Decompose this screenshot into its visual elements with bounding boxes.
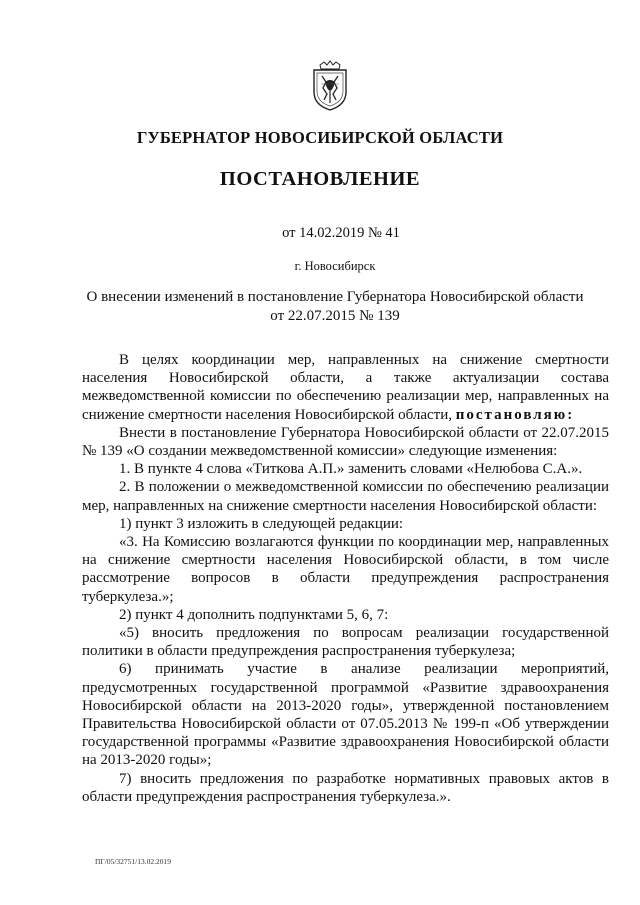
document-type: ПОСТАНОВЛЕНИЕ	[219, 168, 421, 190]
subject-line-2: от 22.07.2015 № 139	[270, 308, 400, 324]
document-footer-code: ПГ/05/32751/13.02.2019	[95, 857, 172, 866]
coat-of-arms-icon	[309, 60, 351, 112]
date-and-number: от 14.02.2019 № 41	[282, 225, 400, 241]
document-subject	[70, 288, 600, 326]
issuing-authority: ГУБЕРНАТОР НОВОСИБИРСКОЙ ОБЛАСТИ	[136, 128, 504, 147]
paragraph: 7) вносить предложения по разработке нормативных правовых актов в области предупреждения распространения туберкулеза.».	[82, 770, 609, 805]
decree-word: постановляю	[455, 406, 568, 423]
paragraph: 2) пункт 4 дополнить подпунктами 5, 6, 7:	[119, 606, 389, 623]
paragraph: «3. На Комиссию возлагаются функции по координации мер, направленных на снижение смертности населения Новосибирской области, в том числе рассмотрение вопросов в области предупреждения распространения туберкулеза.»;	[82, 534, 609, 605]
paragraph: 1. В пункте 4 слова «Титкова А.П.» заменить словами «Нелюбова С.А.».	[119, 461, 583, 478]
paragraph: 6) принимать участие в анализе реализации мероприятий, предусмотренных государственной программой «Развитие здравоохранения Новосибирской области на 2013-2020 годы», утвержденной постановлением Правительства Новосибирской области от 07.05.2013 № 199-п «Об утверждении государственной программы «Развитие здравоохранения Новосибирской области на 2013-2020 годы»;	[82, 661, 609, 769]
city: г. Новосибирск	[294, 259, 376, 273]
decree-colon: :	[567, 406, 575, 423]
paragraph-preamble	[82, 351, 609, 424]
paragraph: 2. В положении о межведомственной комиссии по обеспечению реализации мер, направленных на снижение смертности населения Новосибирской области:	[82, 479, 609, 514]
paragraph: «5) вносить предложения по вопросам реализации государственной политики в области предупреждения распространения туберкулеза;	[82, 625, 609, 660]
preamble-text: В целях координации мер, направленных на снижение смертности населения Новосибирской области, а также актуализации состава межведомственной комиссии по обеспечению реализации мер, направленных на снижение смертности населения Новосибирской области,	[82, 352, 609, 423]
paragraph: Внести в постановление Губернатора Новосибирской области от 22.07.2015 № 139 «О создании межведомственной комиссии» следующие изменения:	[82, 424, 609, 460]
subject-line-1: О внесении изменений в постановление Губернатора Новосибирской области	[86, 289, 584, 305]
paragraph: 1) пункт 3 изложить в следующей редакции:	[119, 515, 404, 532]
document-body	[82, 351, 609, 806]
